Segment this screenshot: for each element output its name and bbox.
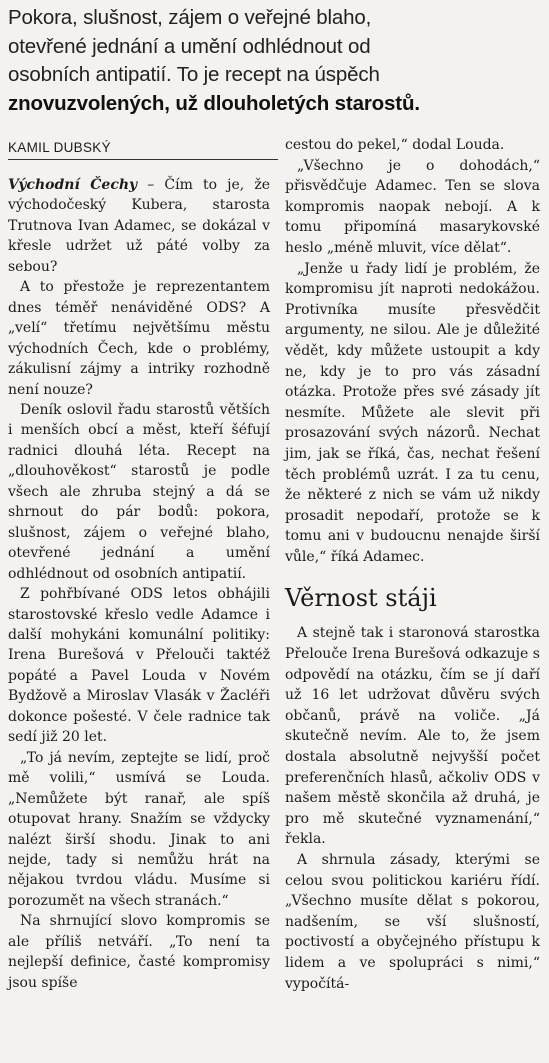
paragraph	[8, 175, 270, 277]
article-column-right	[285, 135, 540, 994]
dateline: Východní Čechy	[8, 177, 138, 193]
paragraph: „To já nevím, zeptejte se lidí, proč mě volili,“ usmívá se Louda. „Nemůžete být ranař, ale spíš otupovat hrany. Snažím se vždycky nalézt širší shodu. Jinak to ani nejde, tady si nemůžu hrát na nějakou tvrdou vládu. Musíme si porozumět na všech stranách.“	[8, 749, 270, 909]
paragraph: Deník oslovil řadu starostů větších i menších obcí a měst, kteří šéfují radnici dlouhá léta. Recept na „dlouhověkost“ starostů je podle všech ale zhruba stejný a dá se shrnout do pár bodů: pokora, slušnost, zájem o veřejné blaho, otevřené jednání a umění odhlédnout od osobních antipatií.	[8, 401, 270, 582]
lede-line: Pokora, slušnost, zájem o veřejné blaho,	[8, 6, 372, 29]
lede-line: osobních antipatií. To je recept na úspěch	[8, 63, 380, 86]
paragraph: „Všechno je o dohodách,“ přisvědčuje Adamec. Ten se slova kompromis naopak nebojí. A k tomu připomíná masarykovské heslo „méně mluvit, více dělat“.	[285, 157, 540, 256]
article-column-left	[8, 175, 270, 993]
paragraph: cestou do pekel,“ dodal Louda.	[285, 137, 505, 153]
section-subheading: Věrnost stáji	[285, 584, 437, 613]
paragraph: Na shrnující slovo kompromis se ale příliš netváří. „To není ta nejlepší definice, časté kompromisy jsou spíše	[8, 913, 270, 991]
paragraph: A shrnula zásady, kterými se celou svou politickou kariéru řídí. „Všechno musíte dělat s pokorou, nadšením, se vší slušností, poctivostí a obyčejného přístupu k lidem a ve spolupráci s nimi,“ vypočítá-	[285, 852, 540, 992]
paragraph-text: – Čím to je, že východočeský Kubera, starosta Trutnova Ivan Adamec, se dokázal v křesle udržet už páté volby za sebou?	[8, 177, 270, 275]
paragraph: „Jenže u řady lidí je problém, že kompromisu jít naproti nedokážou. Protivníka musíte přesvědčit argumenty, ne silou. Ale je důležité vědět, kdy můžete ustoupit a kdy ne, kdy je to pro vás zásadní otázka. Protože přes své zásady jít nesmíte. Můžete ale slevit při prosazování svých názorů. Nechat jim, jak se říká, čas, nechat řešení těch problémů uzrát. I za tu cenu, že některé z nich se vám už nikdy prosadit nepodaří, protože se k tomu ani v budoucnu nenajde širší vůle,“ říká Adamec.	[285, 260, 540, 565]
lede-line: otevřené jednání a umění odhlédnout od	[8, 34, 371, 58]
paragraph: A to přestože je reprezentantem dnes téměř nenáviděné ODS? A „velí“ třetímu největšímu městu východních Čech, kde o problémy, zákulisní zájmy a intriky rozhodně není nouze?	[8, 279, 270, 398]
article-lede	[8, 4, 544, 118]
paragraph: Z pohřbívané ODS letos obhájili starostovské křeslo vedle Adamce i další mohykáni komunální politiky: Irena Burešová v Přelouči taktéž popáté a Pavel Louda v Novém Bydžově a Miroslav Vlasák v Žacléři dokonce pošesté. V čele radnice tak sedí již 20 let.	[8, 586, 270, 746]
lede-line-bold: znovuzvolených, už dlouholetých starostů.	[8, 91, 420, 115]
author-byline: KAMIL DUBSKÝ	[8, 137, 278, 160]
paragraph: A stejně tak i staronová starostka Přelouče Irena Burešová odkazuje s odpovědí na otázku, čím se jí daří už 16 let udržovat důvěru svých občanů, právě na voliče. „Já skutečně nevím. Ale to, že jsem dostala absolutně nejvyšší počet preferenčních hlasů, ačkoliv ODS v našem městě skončila až druhá, je pro mě skutečné vyznamenání,“ řekla.	[285, 625, 540, 848]
